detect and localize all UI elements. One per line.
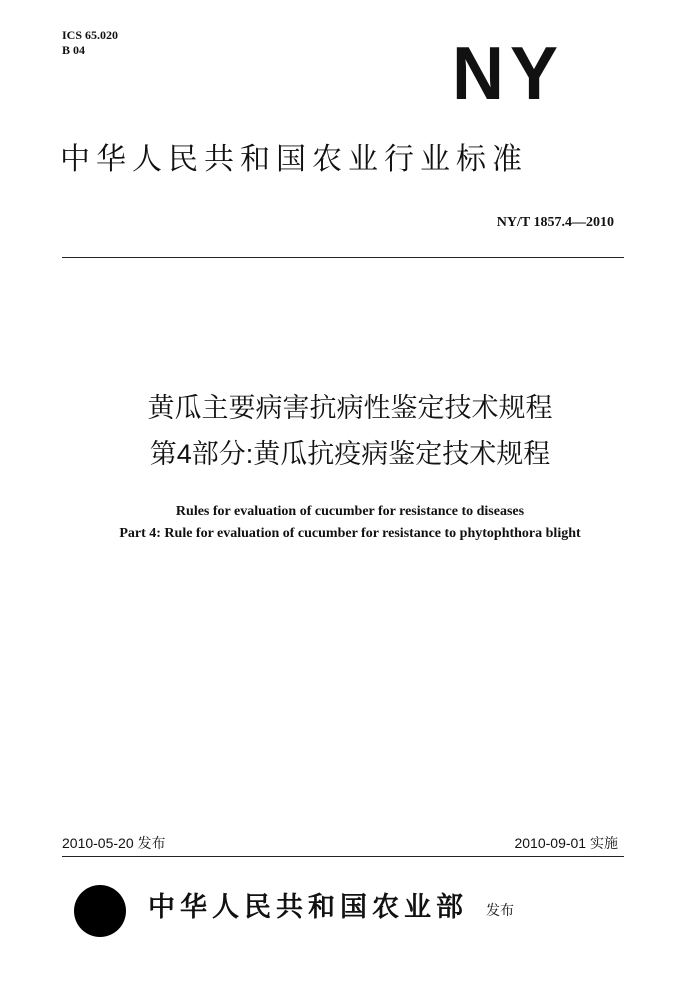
issue-date: 2010-05-20 发布 — [62, 835, 166, 851]
chinese-title-line-2: 第4部分:黄瓜抗疫病鉴定技术规程 — [149, 439, 551, 469]
english-title-line-2: Part 4: Rule for evaluation of cucumber for resistance to phytophthora blight — [119, 526, 581, 541]
classification-code: B 04 — [62, 43, 86, 57]
english-title-line-1: Rules for evaluation of cucumber for resistance to diseases — [175, 504, 525, 519]
issuing-ministry: 中华人民共和国农业部 — [148, 892, 468, 922]
publish-label: 发布 — [486, 902, 514, 918]
ics-code: ICS 65.020 — [62, 28, 119, 42]
chinese-title-line-1: 黄瓜主要病害抗病性鉴定技术规程 — [147, 393, 553, 423]
footer-divider — [62, 856, 624, 857]
standard-code: NY/T 1857.4—2010 — [496, 215, 614, 230]
ministry-seal-icon — [74, 885, 126, 937]
header-divider — [62, 257, 624, 258]
standard-type-title: 中华人民共和国农业行业标准 — [60, 143, 528, 176]
implementation-date: 2010-09-01 实施 — [514, 835, 618, 851]
ny-logo: NY — [452, 31, 565, 116]
